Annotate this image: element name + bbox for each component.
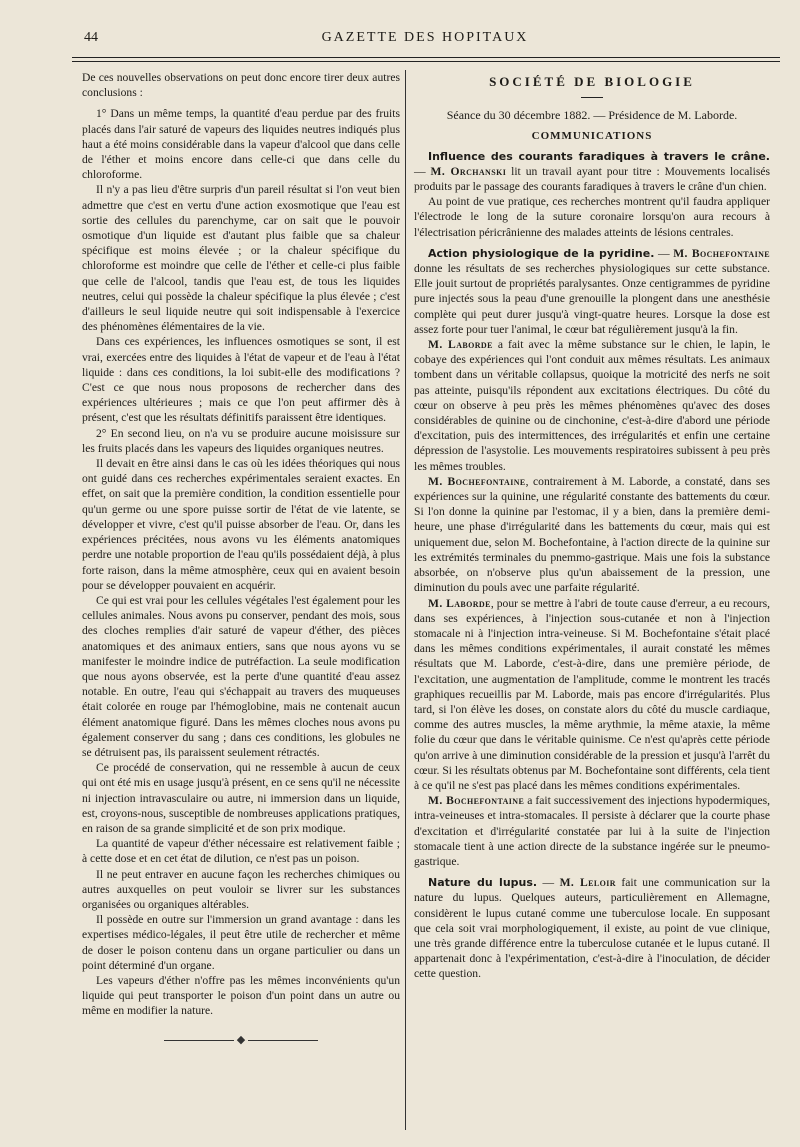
section-paragraph bbox=[414, 596, 770, 794]
section-title: SOCIÉTÉ DE BIOLOGIE bbox=[489, 74, 695, 89]
right-column bbox=[414, 70, 770, 982]
left-paragraph: La quantité de vapeur d'éther nécessaire est relativement faible ; à cette dose et en cet état de dilution, ce n'est pas un poison. bbox=[82, 837, 400, 866]
communications-heading: COMMUNICATIONS bbox=[531, 130, 653, 143]
paragraph-text: , pour se mettre à l'abri de toute cause d'erreur, a eu recours, dans ses expériences, à l'injection sous-cutanée et non à l'injection stomacale ni à l'injection intra-veineuse. Si M. Bochefontaine s'était placé dans les mêmes conditions expérimentales, il aurait constaté les mêmes résultats que M. Laborde, c'est-à-dire, dans une première période, de l'excitation, une augmentation de l'amplitude, comme le montrent les tracés graphiques recueillis par M. Laborde, mais pas encore d'irrégularités. Plus tard, si l'on élève les doses, on constate alors du côté du muscle cardiaque, comme des autres muscles, la même arythmie, la même ataxie, la même folie du cœur que dans le véritable quinisme. Ce n'est qu'après cette période qu'on arrive à une diminution considérable de la pression et jusqu'à l'arrêt du cœur. Si les résultats obtenus par M. Bochefontaine sont différents, cela tient à ce qu'il ne s'est pas placé dans les mêmes conditions expérimentales. bbox=[414, 596, 770, 792]
paragraph-text: a fait successivement des injections hypodermiques, intra-veineuses et intra-stomacales. Il persiste à déclarer que la courte phase d'excitation et d'irrégularité constatée par lui à la suite de l'injection stomacale tient à une action directe de la substance ingérée sur le pneumo-gastrique. bbox=[414, 794, 770, 868]
paragraph-text: lit un travail ayant pour titre : Mouvements localisés produits par le passage des courants faradiques à travers le crâne d'un chien. bbox=[414, 164, 770, 194]
paragraph-text: a fait avec la même substance sur le chien, le lapin, le cobaye des expériences qui l'ont conduit aux mêmes résultats. Les animaux tombent dans un véritable collapsus, quoique la motricité des nerfs ne soit pas atteinte, puisqu'ils répondent aux excitations électriques. Du côté du cœur on observe à peu près les mêmes phénomènes qu'avec des doses considérables de quinine ou de cinchonine, c'est-à-dire d'abord une période d'excitation, puis des intermittences, des irrégularités et enfin une certaine dépression de l'asystolie. Les mouvements respiratoires subissent à peu près les mêmes troubles. bbox=[414, 338, 771, 473]
session-line: Séance du 30 décembre 1882. — Présidence de M. Laborde. bbox=[446, 108, 738, 123]
running-title: GAZETTE DES HOPITAUX bbox=[321, 30, 529, 45]
left-paragraph: Il devait en être ainsi dans le cas où les idées théoriques qui nous ont guidé dans ces recherches expérimentales seraient exactes. En effet, on sait que la première condition, la condition essentielle pour qu'un germe ou une spore puisse sortir de l'état de vie latente, se développer et vivre, c'est qu'il puisse absorber de l'eau. Or, dans les expériences précitées, nous avons vu les éléments anatomiques perdre une notable proportion de l'eau qu'ils possédaient déjà, à plus forte raison, dans la même atmosphère, ceux qui en avaient besoin pour se développer pouvaient en acquérir. bbox=[82, 457, 400, 592]
speaker-name: M. Laborde bbox=[428, 596, 491, 610]
page-number: 44 bbox=[84, 30, 98, 45]
section-paragraph: Action physiologique de la pyridine. — M. Bochefontaine donne les résultats de ses recherches physiologiques sur cette substance. Elle jouit surtout de propriétés paralysantes. Onze centigrammes de pyridine pure injectés sous la peau d'une grenouille la plongent dans une anesthésie complète qui peut durer jusqu'à vingt-quatre heures. Lorsque la dose est assez forte pour tuer l'animal, le cœur bat régulièrement jusqu'à la fin. bbox=[414, 246, 770, 336]
topic-title: Nature du lupus. bbox=[428, 876, 538, 890]
section-paragraph: Nature du lupus. — M. Leloir fait une communication sur la nature du lupus. Quelques auteurs, particulièrement en Allemagne, considèrent le lupus cutané comme une tuberculose locale. En supposant que cela soit vrai morphologiquement, il existe, au point de vue clinique, une très grande différence entre la tuberculose cutanée et le lupus cutané. Il appartenait donc à l'expérimentation, c'est-à-dire à l'inoculation, de décider cette question. bbox=[414, 876, 771, 981]
left-column bbox=[82, 70, 400, 1048]
speaker-name: M. Laborde bbox=[428, 338, 493, 352]
left-paragraph: Dans ces expériences, les influences osmotiques se sont, il est vrai, exercées entre des liquides à l'état de vapeur et de l'eau à l'état liquide : dans ces conditions, la loi subit-elle des modifications ? C'est ce que nous nous proposons de rechercher dans des expériences ultérieures ; mais ce que l'on peut affirmer dès à présent, c'est que les résultats définitifs paraissent être identiques. bbox=[82, 335, 400, 425]
section-paragraph bbox=[414, 337, 770, 474]
page-header bbox=[70, 30, 780, 52]
left-paragraph: 2° En second lieu, on n'a vu se produire aucune moisissure sur les fruits placés dans les vapeurs des liquides organiques neutres. bbox=[82, 426, 400, 455]
speaker-name: M. Bochefontaine bbox=[428, 794, 525, 808]
left-paragraph: Il ne peut entraver en aucune façon les recherches chimiques ou autres auxquelles on peut vouloir se livrer sur les substances organisées ou organiques altérables. bbox=[82, 867, 400, 911]
left-paragraph: Les vapeurs d'éther n'offre pas les mêmes inconvénients qu'un liquide qui peut transporter le poison d'un point dans un autre ou même en modifier la nature. bbox=[82, 973, 400, 1018]
section-paragraph: Influence des courants faradiques à travers le crâne. — M. Orchanski lit un travail ayant pour titre : Mouvements localisés produits par le passage des courants faradiques à travers le crâne d'un chien. bbox=[414, 149, 770, 194]
paragraph-text: , contrairement à M. Laborde, a constaté, dans ses expériences sur la quinine, une régularité constante des battements du cœur. Si l'on donne la quinine par l'estomac, il y a bien, dans la première demi-heure, une phase d'irrégularité dans les battements du cœur, mais qui est uniquement due, selon M. Bochefontaine, à l'action directe de la quinine sur les extrémités terminales du pnemmo-gastrique. Mais une fois la substance absorbée, on n'observe plus qu'un abaissement de la pression, une diminution du pouls avec une parfaite régularité. bbox=[414, 474, 770, 595]
speaker-name: M. Bochefontaine bbox=[428, 474, 526, 488]
section-paragraph bbox=[414, 793, 770, 869]
paragraph-text: fait une communication sur la nature du lupus. Quelques auteurs, particulièrement en Allemagne, considèrent le lupus cutané comme une tuberculose locale. En supposant que cela soit vrai morphologiquement, il existe, au point de vue clinique, une très grande différence entre la tuberculose cutanée et le lupus cutané. Il appartenait donc à l'expérimentation, c'est-à-dire à l'inoculation, de décider cette question. bbox=[414, 876, 771, 981]
left-paragraph: 1° Dans un même temps, la quantité d'eau perdue par des fruits placés dans l'air saturé de vapeurs des liquides neutres indiqués plus haut a été moins considérable dans la vapeur d'alcool que dans celle de l'éther et moins encore dans celle-ci que dans celle du chloroforme. bbox=[82, 107, 400, 182]
header-rule-thin bbox=[72, 61, 780, 62]
left-paragraph: Ce procédé de conservation, qui ne ressemble à aucun de ceux qui ont été mis en usage jusqu'à présent, en ce sens qu'il ne nécessite ni injection intravasculaire ou autre, ni immersion dans un liquide, est, croyons-nous, susceptible de nombreuses applications pratiques, en raison de sa grande simplicité et de son prix modique. bbox=[82, 761, 400, 835]
column-divider bbox=[405, 70, 406, 1130]
left-paragraph: Ce qui est vrai pour les cellules végétales l'est également pour les cellules animales. Nous avons pu conserver, pendant des mois, sous des cloches remplies d'air saturé de vapeur d'éther, des pièces anatomiques et des animaux entiers, sans que nous ayons vu se manifester le moindre indice de putréfaction. La seule modification que nous ayons observée, est la perte d'une quantité d'eau assez notable. En outre, l'eau qui s'échappait au travers des muqueuses était colorée en rouge par l'hémoglobine, mais ne contenait aucun élément anatomique figuré. Dans les mêmes cloches nous avons pu également conserver du sang ; dans ces conditions, les globules ne se détruisent pas, ils paraissent seulement rétractés. bbox=[82, 593, 400, 759]
topic-title: Influence des courants faradiques à travers le crâne. bbox=[428, 149, 770, 163]
left-paragraph: De ces nouvelles observations on peut donc encore tirer deux autres conclusions : bbox=[82, 71, 400, 100]
section-paragraph: Au point de vue pratique, ces recherches montrent qu'il faudra appliquer l'électrode le long de la suture coronaire lorsqu'on aura recours à l'électrisation péricrânienne des malades atteints de lésions centrales. bbox=[414, 195, 770, 239]
left-paragraph: Il possède en outre sur l'immersion un grand avantage : dans les expertises médico-légales, il peut être utile de rechercher et même de doser le poison contenu dans un organe particulier ou dans un point déterminé d'un organe. bbox=[82, 913, 400, 972]
section-paragraph bbox=[414, 474, 770, 596]
speaker-name: M. Orchanski bbox=[430, 164, 507, 178]
topic-title: Action physiologique de la pyridine. bbox=[428, 246, 655, 260]
speaker-name: M. Leloir bbox=[559, 876, 616, 890]
end-ornament: ◆ bbox=[82, 1033, 400, 1048]
paragraph-text: donne les résultats de ses recherches physiologiques sur cette substance. Elle jouit surtout de propriétés paralysantes. Onze centigrammes de pyridine pure injectés sous la peau d'une grenouille la plongent dans une anesthésie complète qui peut durer jusqu'à vingt-quatre heures. Lorsque la dose est assez forte pour tuer l'animal, le cœur bat régulièrement jusqu'à la fin. bbox=[414, 262, 770, 336]
title-rule bbox=[581, 97, 603, 98]
speaker-name: M. Bochefontaine bbox=[673, 246, 770, 260]
header-rule bbox=[72, 57, 780, 58]
left-paragraph: Il n'y a pas lieu d'être surpris d'un pareil résultat si l'on veut bien admettre que c'est en vertu d'une action exosmotique que l'eau est sortie des cellules du parenchyme, car on sait que le pouvoir osmotique d'un liquide est d'autant plus faible que sa chaleur spécifique est moins élevée ; or la chaleur spécifique du chloroforme est moindre que celle de l'éther et celle-ci plus faible que celle de l'alcool, tandis que l'eau est, de tous les liquides neutres, celui qui possède la chaleur spécifique la plus élevée ; c'est d'ailleurs le seul liquide neutre qui soit indispensable à l'exercice des phénomènes élémentaires de la vie. bbox=[82, 183, 400, 334]
